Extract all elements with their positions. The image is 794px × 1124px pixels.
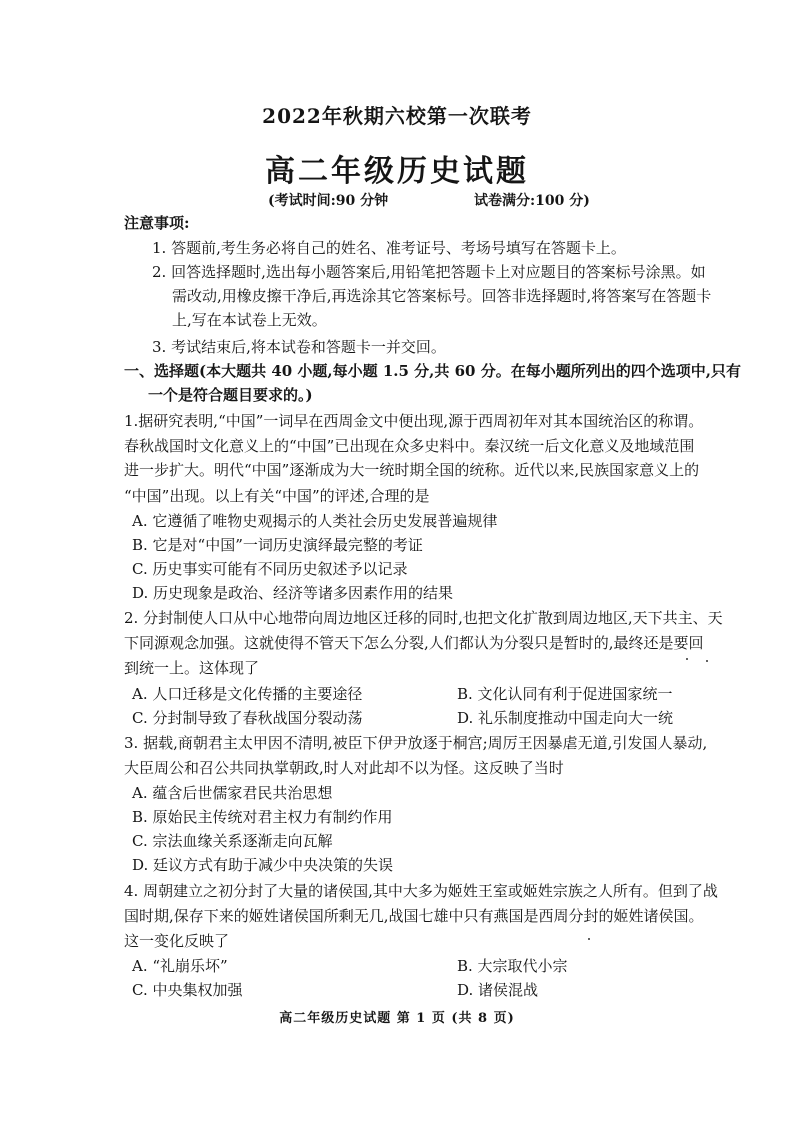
section-heading: 一、选择题(本大题共 40 小题,每小题 1.5 分,共 60 分。在每小题所列出的四个选项中,只有 <box>124 362 741 380</box>
question-3-option-c: C. 宗法血缘关系逐渐走向瓦解 <box>132 832 333 850</box>
question-2-option-b: B. 文化认同有利于促进国家统一 <box>457 685 673 703</box>
question-4-option-c: C. 中央集权加强 <box>132 981 243 999</box>
scan-speck <box>588 938 590 940</box>
question-4-line: 4. 周朝建立之初分封了大量的诸侯国,其中大多为姬姓王室或姬姓宗族之人所有。但到了战 <box>124 882 718 900</box>
exam-name: 2022年秋期六校第一次联考 <box>262 104 532 128</box>
question-1-option-d: D. 历史现象是政治、经济等诸多因素作用的结果 <box>132 584 454 602</box>
question-1-line: 进一步扩大。明代“中国”逐渐成为大一统时期全国的统称。近代以来,民族国家意义上的 <box>124 461 700 479</box>
question-4-line: 国时期,保存下来的姬姓诸侯国所剩无几,战国七雄中只有燕国是西周分封的姬姓诸侯国。 <box>124 907 704 925</box>
section-heading-cont: 一个是符合题目要求的。) <box>148 386 313 404</box>
note-item: 需改动,用橡皮擦干净后,再选涂其它答案标号。回答非选择题时,将答案写在答题卡 <box>172 287 712 305</box>
question-2-option-c: C. 分封制导致了春秋战国分裂动荡 <box>132 709 363 727</box>
question-2-line: 2. 分封制使人口从中心地带向周边地区迁移的同时,也把文化扩散到周边地区,天下共主、天 <box>124 609 723 627</box>
question-4-option-b: B. 大宗取代小宗 <box>457 957 568 975</box>
question-4-option-d: D. 诸侯混战 <box>457 981 539 999</box>
note-item: 上,写在本试卷上无效。 <box>172 311 327 329</box>
note-item: 2. 回答选择题时,选出每小题答案后,用铅笔把答题卡上对应题目的答案标号涂黑。如 <box>152 263 706 281</box>
question-3-line: 3. 据载,商朝君主太甲因不清明,被臣下伊尹放逐于桐宫;周厉王因暴虐无道,引发国人暴动, <box>124 734 708 752</box>
scan-speck <box>686 658 688 660</box>
question-1-option-a: A. 它遵循了唯物史观揭示的人类社会历史发展普遍规律 <box>132 512 498 530</box>
question-1-line: 1.据研究表明,“中国”一词早在西周金文中便出现,源于西周初年对其本国统治区的称谓。 <box>124 412 704 430</box>
page-footer: 高二年级历史试题 第 1 页 (共 8 页) <box>279 1011 515 1026</box>
subject-title: 高二年级历史试题 <box>265 154 529 189</box>
note-item: 1. 答题前,考生务必将自己的姓名、准考证号、考场号填写在答题卡上。 <box>152 239 626 257</box>
full-score: 试卷满分:100 分) <box>474 193 590 209</box>
question-3-option-b: B. 原始民主传统对君主权力有制约作用 <box>132 808 393 826</box>
question-4-line: 这一变化反映了 <box>124 932 230 950</box>
question-3-option-a: A. 蕴含后世儒家君民共治思想 <box>132 784 333 802</box>
question-4-option-a: A. “礼崩乐坏” <box>132 957 228 975</box>
question-1-option-c: C. 历史事实可能有不同历史叙述予以记录 <box>132 560 408 578</box>
notes-heading: 注意事项: <box>124 214 190 232</box>
question-1-line: 春秋战国时文化意义上的“中国”已出现在众多史料中。秦汉统一后文化意义及地域范围 <box>124 437 695 455</box>
note-item: 3. 考试结束后,将本试卷和答题卡一并交回。 <box>152 338 446 356</box>
question-1-option-b: B. 它是对“中国”一词历史演绎最完整的考证 <box>132 536 423 554</box>
exam-time: (考试时间:90 分钟 <box>268 193 389 209</box>
question-3-line: 大臣周公和召公共同执掌朝政,时人对此却不以为怪。这反映了当时 <box>124 759 564 777</box>
question-2-line: 到统一上。这体现了 <box>124 659 260 677</box>
question-3-option-d: D. 廷议方式有助于减少中央决策的失误 <box>132 856 394 874</box>
question-2-option-a: A. 人口迁移是文化传播的主要途径 <box>132 685 363 703</box>
question-2-option-d: D. 礼乐制度推动中国走向大一统 <box>457 709 674 727</box>
question-1-line: “中国”出现。以上有关“中国”的评述,合理的是 <box>124 487 430 505</box>
question-2-line: 下同源观念加强。这就使得不管天下怎么分裂,人们都认为分裂只是暂时的,最终还是要回 <box>124 634 704 652</box>
scan-speck <box>706 660 708 662</box>
